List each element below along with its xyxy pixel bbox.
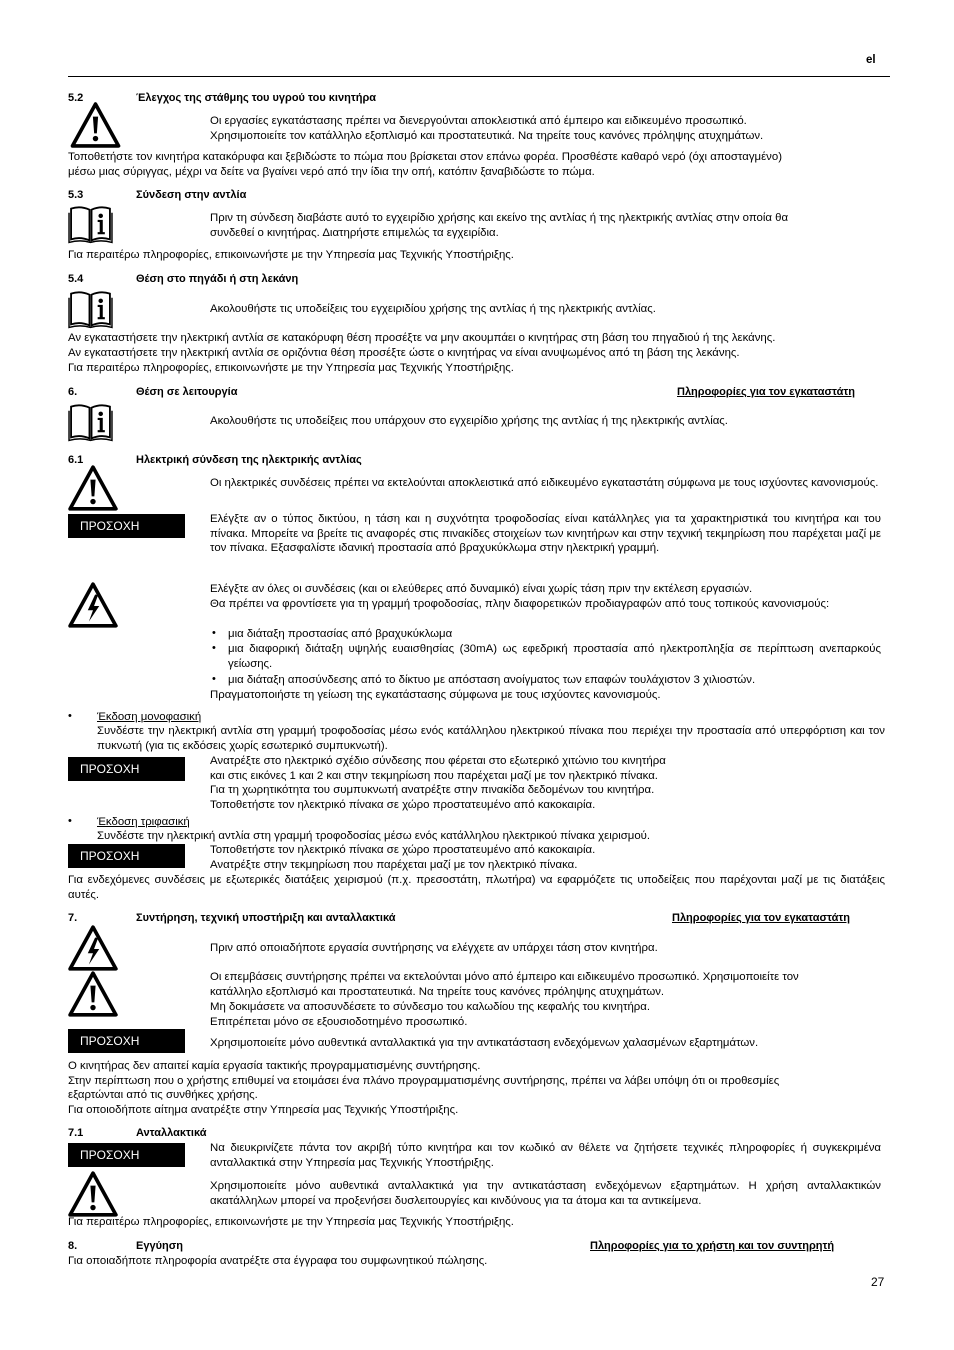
section-7-audience: Πληροφορίες για τον εγκαταστάτη bbox=[672, 912, 850, 924]
caution-label: ΠΡΟΣΟΧΗ bbox=[68, 757, 185, 781]
s7-line-b2: κατάλληλο εξοπλισμό και προστατευτικά. Να τηρείτε τους κανόνες πρόληψης ατυχημάτων. bbox=[210, 986, 665, 998]
s7-line-b1: Οι επεμβάσεις συντήρησης πρέπει να εκτελούνται μόνο από έμπειρο και ειδικευμένο προσωπικό. Χρησιμοποιείτε τον bbox=[210, 971, 799, 983]
s61-para-a: Οι ηλεκτρικές συνδέσεις πρέπει να εκτελούνται αποκλειστικά από ειδικευμένο εγκαταστάτη σύμφωνα με τους ισχύοντες κανονισμούς. bbox=[210, 477, 879, 489]
section-7-1-number: 7.1 bbox=[68, 1127, 84, 1139]
section-5-2-title: Έλεγχος της στάθμης του υγρού του κινητήρα bbox=[136, 92, 377, 104]
s54-para3: Για περαιτέρω πληροφορίες, επικοινωνήστε με την Υπηρεσία μας Τεχνικής Υποστήριξης. bbox=[68, 362, 514, 374]
section-6-1-title: Ηλεκτρική σύνδεση της ηλεκτρικής αντλίας bbox=[136, 454, 362, 466]
caution-label: ΠΡΟΣΟΧΗ bbox=[68, 1143, 185, 1167]
s52-line2: Χρησιμοποιείτε τον κατάλληλο εξοπλισμό και προστατευτικά. Να τηρείτε τους κανόνες πρόληψης ατυχημάτων. bbox=[210, 130, 764, 142]
section-7-number: 7. bbox=[68, 912, 78, 924]
section-5-3-title: Σύνδεση στην αντλία bbox=[136, 189, 247, 201]
s6-line1: Ακολουθήστε τις υποδείξεις που υπάρχουν στο εγχειρίδιο χρήσης της αντλίας ή της ηλεκτρικής αντλίας. bbox=[210, 415, 728, 427]
section-8-audience: Πληροφορίες για το χρήστη και τον συντηρητή bbox=[590, 1240, 835, 1252]
section-7-title: Συντήρηση, τεχνική υποστήριξη και ανταλλακτικά bbox=[136, 912, 396, 924]
s52-para2: μέσω μιας σύριγγας, μέχρι να δείτε να βγαίνει νερό από την ίδια την οπή, κατόπιν ξαναβιδώστε το πώμα. bbox=[68, 166, 595, 178]
three-phase-title: Έκδοση τριφασική bbox=[97, 816, 190, 828]
mono-warn-3: Για τη χωρητικότητα του συμπυκνωτή ανατρέξτε στην πινακίδα δεδομένων του κινητήρα. bbox=[210, 784, 655, 796]
s7-para3: εξαρτώνται από τις συνθήκες χρήσης. bbox=[68, 1089, 258, 1101]
section-8-number: 8. bbox=[68, 1240, 78, 1252]
s71-para-b: Χρησιμοποιείτε μόνο αυθεντικά ανταλλακτικά για την αντικατάσταση ενδεχόμενων εξαρτημάτων. Η χρήση ανταλλακτικών ακατάλληλων μπορεί να προξενήσει δυσλειτουργίες και κινδύνους για τα άτομα και τα αντικείμενα. bbox=[210, 1180, 881, 1207]
electrical-hazard-icon bbox=[68, 582, 118, 628]
section-5-4-title: Θέση στο πηγάδι ή στη λεκάνη bbox=[136, 273, 299, 285]
manual-book-icon bbox=[68, 204, 113, 244]
s7-line-a: Πριν από οποιαδήποτε εργασία συντήρησης να ελέγχετε αν υπάρχει τάση στον κινητήρα. bbox=[210, 942, 658, 954]
s7-para1: Ο κινητήρας δεν απαιτεί καμία εργασία τακτικής προγραμματισμένης συντήρησης. bbox=[68, 1060, 481, 1072]
caution-label: ΠΡΟΣΟΧΗ bbox=[68, 1029, 185, 1053]
section-6-number: 6. bbox=[68, 386, 78, 398]
s61-para-b: Ελέγξτε αν ο τύπος δικτύου, η τάση και η συχνότητα τροφοδοσίας είναι κατάλληλες για τα χαρακτηριστικά του κινητήρα και του πίνακα. Μπορείτε να βρείτε τις αναφορές στις πινακίδες στοιχείων των κινητήρων και στην τεχνική τεκμηρίωση που παρέχεται μαζί με τον πίνακα. Εξασφαλίστε ιδανική προστασία από βραχυκύκλωμα στην ηλεκτρική γραμμή. bbox=[210, 513, 881, 555]
page-number: 27 bbox=[871, 1275, 885, 1289]
caution-label: ΠΡΟΣΟΧΗ bbox=[68, 844, 185, 868]
s7-para4: Για οποιοδήποτε αίτημα ανατρέξτε στην Υπηρεσία μας Τεχνικής Υποστήριξης. bbox=[68, 1104, 459, 1116]
section-8-title: Εγγύηση bbox=[136, 1240, 183, 1252]
warning-triangle-icon bbox=[68, 1171, 118, 1217]
s53-para1: Για περαιτέρω πληροφορίες, επικοινωνήστε με την Υπηρεσία μας Τεχνικής Υποστήριξης. bbox=[68, 249, 514, 261]
s71-para1: Για περαιτέρω πληροφορίες, επικοινωνήστε με την Υπηρεσία μας Τεχνικής Υποστήριξης. bbox=[68, 1216, 514, 1228]
s53-line1: Πριν τη σύνδεση διαβάστε αυτό το εγχειρίδιο χρήσης και εκείνο της αντλίας ή της ηλεκτρικής αντλίας στην οποία θα bbox=[210, 212, 789, 224]
single-phase-text: Συνδέστε την ηλεκτρική αντλία στη γραμμή τροφοδοσίας μέσω ενός κατάλληλου ηλεκτρικού πίνακα που περιέχει την προστασία από υπερφόρτιση και τον πυκνωτή (για τις εκδόσεις χωρίς εσωτερικό συμπυκνωτή). bbox=[97, 725, 885, 752]
s61-para-c2: Θα πρέπει να φροντίσετε για τη γραμμή τροφοδοσίας, πλην διαφορετικών προδιαγραφών από τους τοπικούς κανονισμούς: bbox=[210, 598, 830, 610]
language-code: el bbox=[866, 54, 876, 66]
warning-triangle-icon bbox=[68, 971, 118, 1017]
header-rule bbox=[68, 76, 890, 77]
manual-book-icon bbox=[68, 402, 113, 442]
section-6-title: Θέση σε λειτουργία bbox=[136, 386, 238, 398]
s7-line-c: Χρησιμοποιείτε μόνο αυθεντικά ανταλλακτικά για την αντικατάσταση ενδεχόμενων χαλασμένων εξαρτημάτων. bbox=[210, 1037, 759, 1049]
tri-warn-2: Ανατρέξτε στην τεκμηρίωση που παρέχεται μαζί με τον ηλεκτρικό πίνακα. bbox=[210, 859, 578, 871]
section-5-3-number: 5.3 bbox=[68, 189, 84, 201]
tri-warn-1: Τοποθετήστε τον ηλεκτρικό πίνακα σε χώρο προστατευμένο από κακοκαιρία. bbox=[210, 844, 596, 856]
mono-warn-2: και στις εικόνες 1 και 2 και στην τεκμηρίωση που παρέχεται μαζί με τον ηλεκτρικό πίνακα. bbox=[210, 770, 658, 782]
mono-warn-1: Ανατρέξτε στο ηλεκτρικό σχέδιο σύνδεσης που φέρεται στο εξωτερικό χιτώνιο του κινητήρα bbox=[210, 755, 666, 767]
s7-para2: Στην περίπτωση που ο χρήστης επιθυμεί να ετοιμάσει ένα πλάνο προγραμματισμένης συντήρησης, πρέπει να λάβει υπόψη ότι οι προθεσμίες bbox=[68, 1075, 780, 1087]
s54-para2: Αν εγκαταστήσετε την ηλεκτρική αντλία σε οριζόντια θέση προσέξτε ώστε ο κινητήρας να είναι ανυψωμένος από τη βάση της λεκάνης. bbox=[68, 347, 740, 359]
s61-para-c1: Ελέγξτε αν όλες οι συνδέσεις (και οι ελεύθερες από δυναμικό) είναι χωρίς τάση πριν την εκτέλεση εργασιών. bbox=[210, 583, 753, 595]
three-phase-text: Συνδέστε την ηλεκτρική αντλία στη γραμμή τροφοδοσίας μέσω ενός κατάλληλου ηλεκτρικού πίνακα χειρισμού. bbox=[97, 830, 651, 842]
section-6-1-number: 6.1 bbox=[68, 454, 84, 466]
bullet-item-3: μια διάταξη αποσύνδεσης από το δίκτυο με απόσταση ανοίγματος των επαφών τουλάχιστον 3 χιλιοστών. bbox=[228, 674, 756, 686]
warning-triangle-icon bbox=[68, 465, 118, 511]
section-6-audience: Πληροφορίες για τον εγκαταστάτη bbox=[677, 386, 855, 398]
caution-label: ΠΡΟΣΟΧΗ bbox=[68, 514, 185, 538]
bullet-item-2: μια διαφορική διάταξη υψηλής ευαισθησίας (30mA) ως εφεδρική προστασία από ηλεκτροπληξία σε περίπτωση ανεπαρκούς γείωσης. bbox=[228, 643, 881, 670]
s52-line1: Οι εργασίες εγκατάστασης πρέπει να διενεργούνται αποκλειστικά από έμπειρο και ειδικευμένο προσωπικό. bbox=[210, 115, 747, 127]
s52-para1: Τοποθετήστε τον κινητήρα κατακόρυφα και ξεβιδώστε το πώμα που βρίσκεται στον επάνω φορέα. Προσθέστε καθαρό νερό (όχι αποσταγμένο) bbox=[68, 151, 782, 163]
s7-line-b3: Μη δοκιμάσετε να αποσυνδέσετε το σύνδεσμο του καλωδίου της κεφαλής του κινητήρα. bbox=[210, 1001, 651, 1013]
s71-para-a: Να διευκρινίζετε πάντα τον ακριβή τύπο κινητήρα και τον κωδικό αν θέλετε να ζητήσετε τεχνικές πληροφορίες ή συγκεκριμένα ανταλλακτικά στην Υπηρεσία μας Τεχνικής Υποστήριξης. bbox=[210, 1142, 881, 1169]
single-phase-title: Έκδοση μονοφασική bbox=[97, 711, 202, 723]
s53-line2: συνδεθεί ο κινητήρας. Διατηρήστε επιμελώς τα εγχειρίδια. bbox=[210, 227, 499, 239]
mono-warn-4: Τοποθετήστε τον ηλεκτρικό πίνακα σε χώρο προστατευμένο από κακοκαιρία. bbox=[210, 799, 596, 811]
s61-para-c3: Πραγματοποιήστε τη γείωση της εγκατάστασης σύμφωνα με τους ισχύοντες κανονισμούς. bbox=[210, 689, 661, 701]
warning-triangle-icon bbox=[68, 102, 123, 148]
bullet-item-1: μια διάταξη προστασίας από βραχυκύκλωμα bbox=[228, 628, 453, 640]
s7-line-b4: Επιτρέπεται μόνο σε εξουσιοδοτημένο προσωπικό. bbox=[210, 1016, 468, 1028]
section-5-4-number: 5.4 bbox=[68, 273, 84, 285]
s54-line1: Ακολουθήστε τις υποδείξεις του εγχειριδίου χρήσης της αντλίας ή της ηλεκτρικής αντλίας. bbox=[210, 303, 656, 315]
section-7-1-title: Ανταλλακτικά bbox=[136, 1127, 207, 1139]
manual-book-icon bbox=[68, 289, 113, 329]
s61-end-para: Για ενδεχόμενες συνδέσεις με εξωτερικές διατάξεις χειρισμού (π.χ. πρεσοστάτη, πλωτήρα) να εφαρμόζετε τις υποδείξεις που παρέχονται μαζί με τις διατάξεις αυτές. bbox=[68, 874, 885, 901]
s54-para1: Αν εγκαταστήσετε την ηλεκτρική αντλία σε κατακόρυφη θέση προσέξτε να μην ακουμπάει ο κινητήρας στη βάση του πηγαδιού ή της λεκάνης. bbox=[68, 332, 776, 344]
electrical-hazard-icon bbox=[68, 925, 118, 971]
section-5-2-number: 5.2 bbox=[68, 92, 84, 104]
s8-para1: Για οποιαδήποτε πληροφορία ανατρέξτε στα έγγραφα του συμφωνητικού πώλησης. bbox=[68, 1255, 488, 1267]
